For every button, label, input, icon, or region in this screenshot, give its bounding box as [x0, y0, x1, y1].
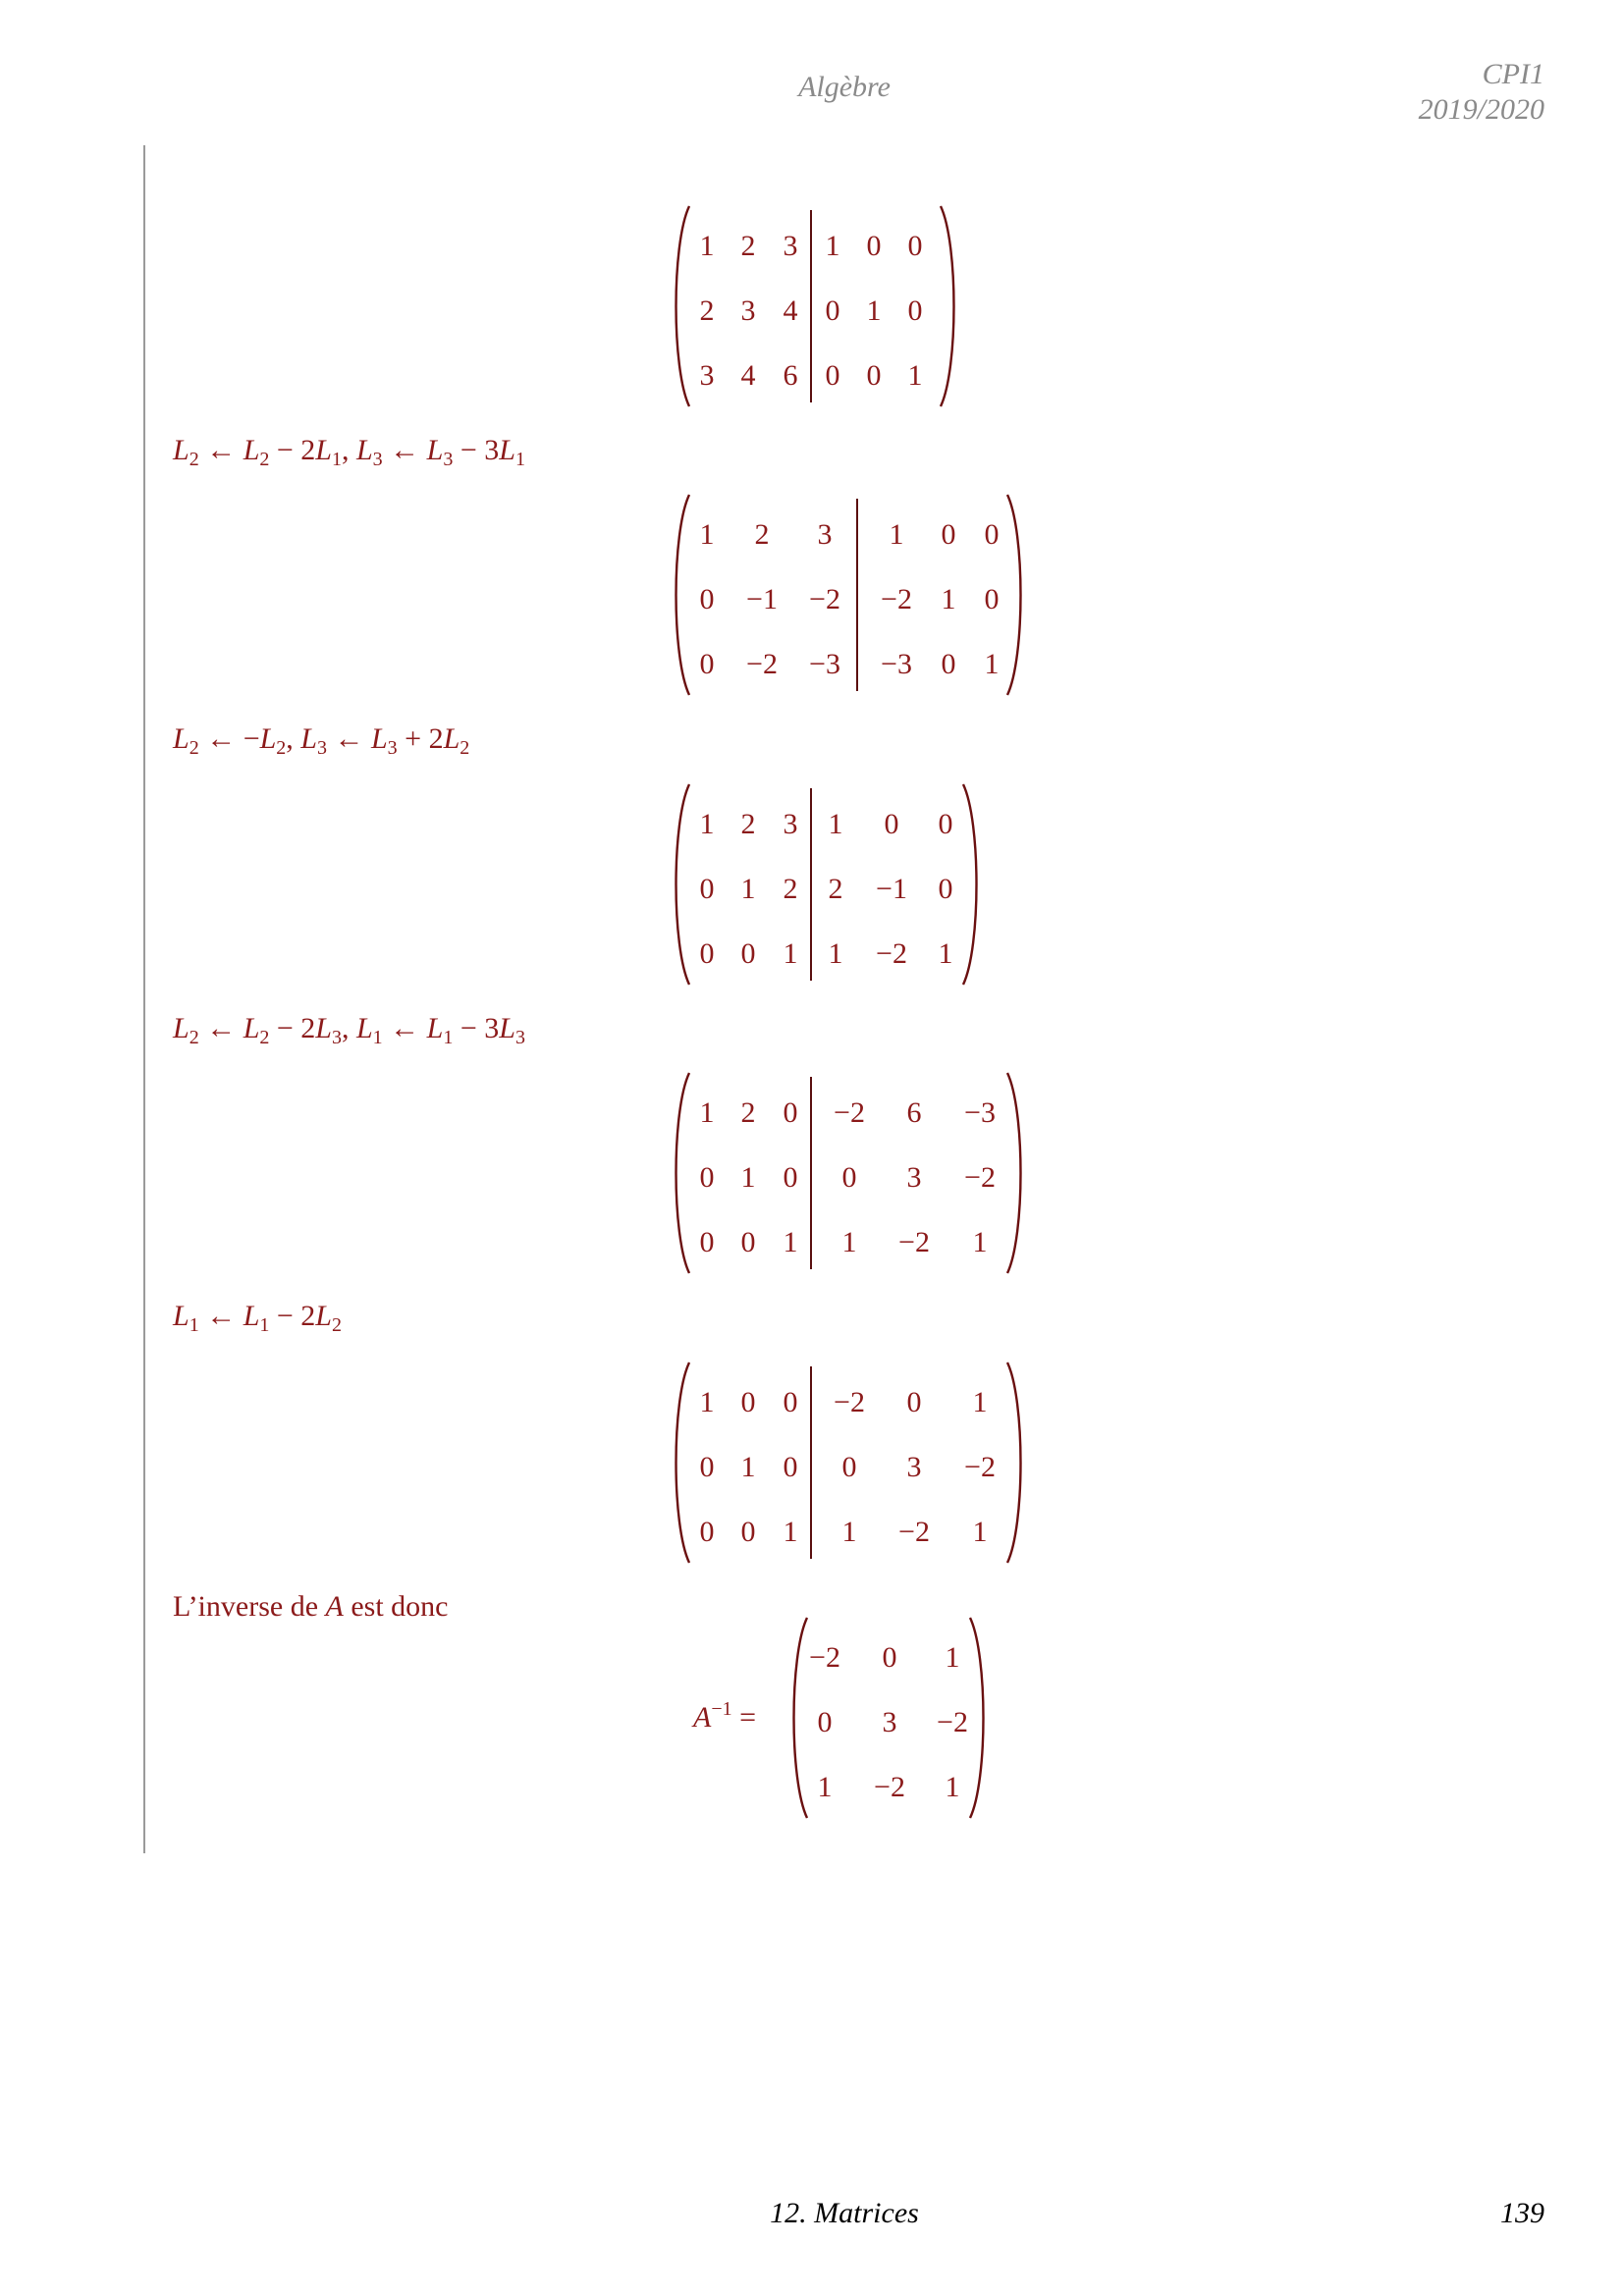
matrix-cell-augmented: 0 [938, 873, 953, 905]
right-paren-icon [1003, 1361, 1029, 1565]
matrix-cell: 6 [783, 359, 798, 392]
matrix-cell-augmented: 0 [906, 1386, 922, 1418]
conclusion-text: L’inverse de A est donc [173, 1590, 449, 1623]
matrix-cell: 0 [699, 1451, 715, 1483]
matrix-cell-augmented: −3 [964, 1096, 996, 1129]
matrix-cell-augmented: 1 [828, 808, 843, 840]
matrix-cell: 0 [699, 583, 715, 615]
matrix-cell: 3 [783, 808, 798, 840]
matrix-cell-augmented: −3 [881, 648, 912, 680]
matrix-cell: −2 [809, 1641, 840, 1674]
matrix-cell-augmented: 0 [907, 294, 923, 327]
matrix-cell-augmented: −1 [876, 873, 907, 905]
matrix-cell: 0 [740, 937, 756, 970]
matrix-cell-augmented: 0 [907, 230, 923, 262]
matrix-cell-augmented: 0 [866, 230, 882, 262]
matrix-cell: 1 [699, 1386, 715, 1418]
matrix-cell: 3 [740, 294, 756, 327]
right-paren-icon [1003, 1071, 1029, 1275]
matrix-cell: −2 [937, 1706, 968, 1738]
matrix-cell: 3 [817, 518, 833, 551]
matrix-cell-augmented: 0 [984, 518, 1000, 551]
matrix-cell: 0 [817, 1706, 833, 1738]
augmented-matrix-5 [668, 1361, 1029, 1565]
inverse-matrix [785, 1616, 992, 1820]
matrix-cell-augmented: 1 [841, 1516, 857, 1548]
matrix-cell-augmented: 0 [866, 359, 882, 392]
matrix-cell-augmented: 1 [889, 518, 904, 551]
matrix-cell: −1 [746, 583, 778, 615]
matrix-cell-augmented: 0 [841, 1451, 857, 1483]
matrix-cell-augmented: 1 [972, 1226, 988, 1258]
matrix-cell: 1 [783, 937, 798, 970]
matrix-cell-augmented: 1 [866, 294, 882, 327]
matrix-cell: 1 [783, 1226, 798, 1258]
augmented-matrix-1 [668, 204, 962, 408]
matrix-cell-augmented: 1 [907, 359, 923, 392]
matrix-cell: −3 [809, 648, 840, 680]
matrix-cell-augmented: −2 [964, 1451, 996, 1483]
matrix-cell: 0 [699, 1516, 715, 1548]
matrix-cell: 0 [699, 648, 715, 680]
footer-chapter: 12. Matrices [770, 2197, 919, 2229]
header-subject: Algèbre [798, 71, 891, 103]
augmented-matrix-2 [668, 493, 1029, 697]
matrix-cell: 1 [945, 1771, 960, 1803]
matrix-cell: 2 [783, 873, 798, 905]
matrix-cell-augmented: 1 [984, 648, 1000, 680]
matrix-cell-augmented: 1 [825, 230, 840, 262]
row-operation-2: $L_2$ ← $L_2 - 2L_1$, $L_3$ ← $L_3 - 3L_1$ [173, 434, 525, 470]
matrix-cell: 2 [740, 230, 756, 262]
matrix-cell-augmented: −2 [834, 1096, 865, 1129]
matrix-cell-augmented: 3 [906, 1161, 922, 1194]
matrix-cell-augmented: 0 [984, 583, 1000, 615]
matrix-cell-augmented: 0 [884, 808, 899, 840]
matrix-cell-augmented: 1 [841, 1226, 857, 1258]
header-class: CPI1 [1482, 58, 1544, 90]
matrix-cell: 1 [817, 1771, 833, 1803]
matrix-cell: 1 [945, 1641, 960, 1674]
matrix-cell: 3 [882, 1706, 897, 1738]
matrix-cell: 0 [699, 937, 715, 970]
matrix-cell-augmented: 3 [906, 1451, 922, 1483]
matrix-cell-augmented: 1 [972, 1386, 988, 1418]
row-operation-5: $L_1$ ← $L_1 - 2L_2$ [173, 1300, 342, 1336]
matrix-cell-augmented: −2 [881, 583, 912, 615]
augmented-matrix-4 [668, 1071, 1029, 1275]
matrix-cell: 1 [699, 1096, 715, 1129]
matrix-cell: 4 [783, 294, 798, 327]
matrix-cell: 0 [882, 1641, 897, 1674]
matrix-cell: 0 [783, 1451, 798, 1483]
matrix-cell: 1 [699, 230, 715, 262]
matrix-cell: −2 [874, 1771, 905, 1803]
matrix-cell-augmented: 0 [938, 808, 953, 840]
matrix-cell: 2 [754, 518, 770, 551]
matrix-cell-augmented: 0 [941, 648, 956, 680]
matrix-cell: 0 [699, 873, 715, 905]
matrix-cell: 0 [783, 1161, 798, 1194]
matrix-cell: 2 [740, 1096, 756, 1129]
matrix-cell: −2 [746, 648, 778, 680]
matrix-cell: 2 [740, 808, 756, 840]
matrix-cell-augmented: 0 [941, 518, 956, 551]
right-paren-icon [937, 204, 962, 408]
matrix-cell: 1 [740, 873, 756, 905]
matrix-cell-augmented: 6 [906, 1096, 922, 1129]
matrix-cell: 3 [699, 359, 715, 392]
matrix-cell: 1 [740, 1451, 756, 1483]
matrix-cell: −2 [809, 583, 840, 615]
matrix-cell: 1 [699, 518, 715, 551]
matrix-cell-augmented: 0 [825, 359, 840, 392]
matrix-cell-augmented: −2 [834, 1386, 865, 1418]
matrix-cell: 1 [740, 1161, 756, 1194]
matrix-cell-augmented: −2 [964, 1161, 996, 1194]
matrix-cell: 0 [699, 1161, 715, 1194]
matrix-cell-augmented: −2 [876, 937, 907, 970]
matrix-cell: 1 [783, 1516, 798, 1548]
matrix-cell: 0 [699, 1226, 715, 1258]
matrix-cell: 2 [699, 294, 715, 327]
augment-divider [856, 499, 858, 691]
matrix-cell-augmented: 2 [828, 873, 843, 905]
matrix-cell: 1 [699, 808, 715, 840]
matrix-cell-augmented: 1 [941, 583, 956, 615]
matrix-cell: 0 [740, 1516, 756, 1548]
matrix-cell: 4 [740, 359, 756, 392]
header-year: 2019/2020 [1418, 93, 1544, 126]
row-operation-4: $L_2$ ← $L_2 - 2L_3$, $L_1$ ← $L_1 - 3L_3$ [173, 1012, 525, 1048]
matrix-cell-augmented: 0 [841, 1161, 857, 1194]
matrix-cell-augmented: 1 [828, 937, 843, 970]
matrix-cell: 3 [783, 230, 798, 262]
page-number: 139 [1500, 2197, 1544, 2229]
inverse-label: $A^{-1}$ = [693, 1698, 757, 1734]
row-operation-3: $L_2$ ← $-L_2$, $L_3$ ← $L_3 + 2L_2$ [173, 722, 470, 759]
matrix-cell: 0 [783, 1096, 798, 1129]
matrix-cell-augmented: 1 [938, 937, 953, 970]
header-class-year [1419, 57, 1544, 128]
matrix-cell: 0 [783, 1386, 798, 1418]
matrix-cell-augmented: −2 [898, 1516, 930, 1548]
matrix-cell: 0 [740, 1226, 756, 1258]
matrix-cell-augmented: 1 [972, 1516, 988, 1548]
margin-bar [143, 145, 145, 1853]
matrix-cell-augmented: 0 [825, 294, 840, 327]
matrix-cell-augmented: −2 [898, 1226, 930, 1258]
augmented-matrix-3 [668, 782, 985, 987]
matrix-cell: 0 [740, 1386, 756, 1418]
